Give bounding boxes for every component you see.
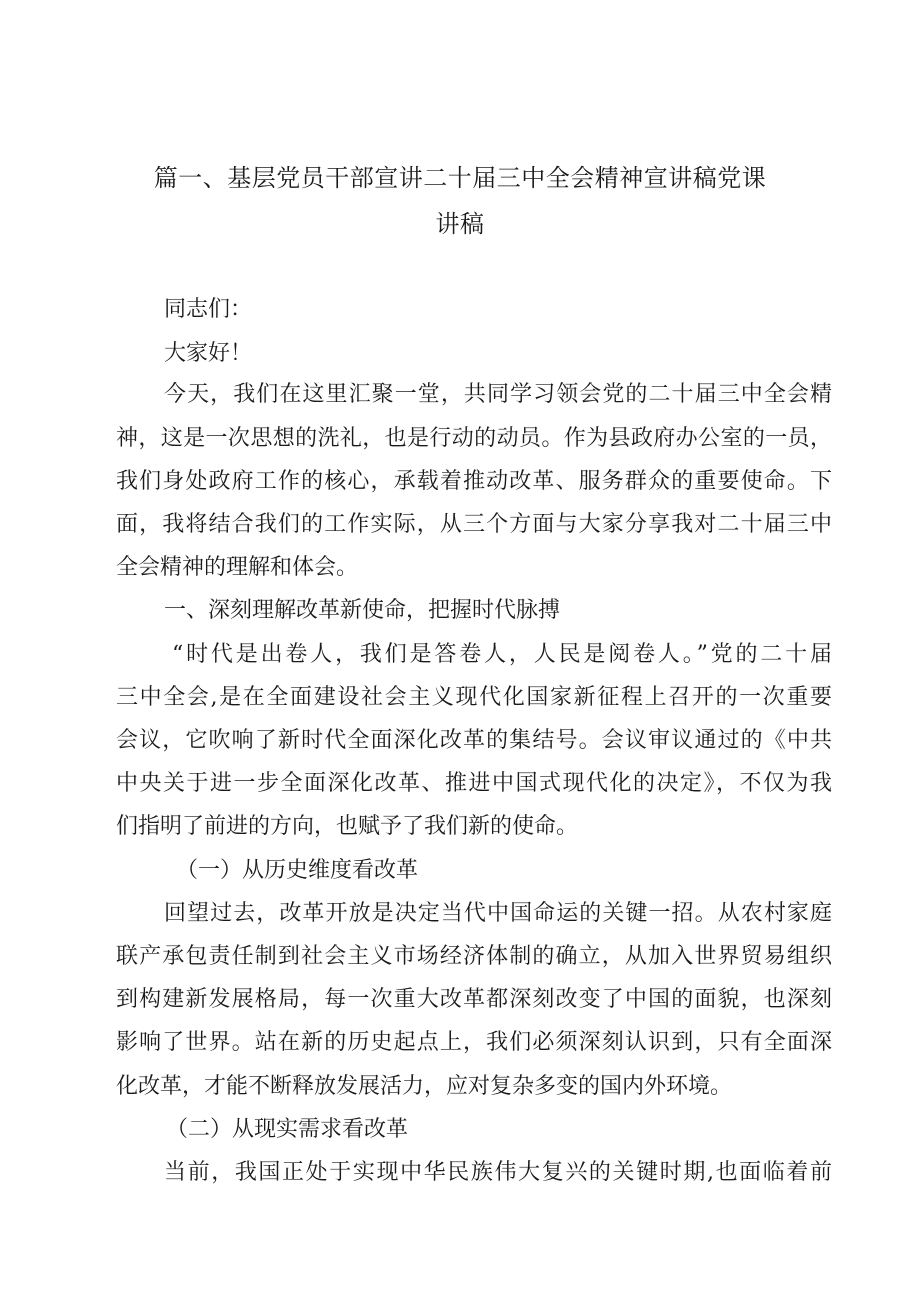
salutation: 同志们：	[164, 297, 253, 322]
section-1-para-line-3: 会议，它吹响了新时代全面深化改革的集结号。会议审议通过的《中共	[116, 728, 832, 753]
section-1-heading: 一、深刻理解改革新使命，把握时代脉搏	[164, 598, 561, 623]
document-title-line-2: 讲稿	[435, 210, 485, 238]
section-1-para-line-4: 中央关于进一步全面深化改革、推进中国式现代化的决定》，不仅为我	[116, 771, 832, 796]
subsection-1-line-3: 到构建新发展格局，每一次重大改革都深刻改变了中国的面貌，也深刻	[116, 987, 832, 1012]
section-1-para-line-1: “时代是出卷人，我们是答卷人，人民是阅卷人。”党的二十届	[172, 642, 832, 667]
intro-line-1: 今天，我们在这里汇聚一堂，共同学习领会党的二十届三中全会精	[164, 382, 832, 407]
intro-line-5: 全会精神的理解和体会。	[116, 555, 359, 580]
document-title-line-1: 篇一、基层党员干部宣讲二十届三中全会精神宣讲稿党课	[153, 164, 767, 192]
intro-line-3: 我们身处政府工作的核心，承载着推动改革、服务群众的重要使命。下	[116, 469, 832, 494]
intro-line-4: 面，我将结合我们的工作实际，从三个方面与大家分享我对二十届三中	[116, 512, 832, 537]
subsection-1-heading: （一）从历史维度看改革	[176, 858, 419, 883]
section-1-para-line-5: 们指明了前进的方向，也赋予了我们新的使命。	[116, 814, 579, 839]
intro-line-2: 神，这是一次思想的洗礼，也是行动的动员。作为县政府办公室的一员，	[116, 426, 832, 451]
subsection-1-line-5: 化改革，才能不断释放发展活力，应对复杂多变的国内外环境。	[116, 1074, 733, 1099]
subsection-1-line-1: 回望过去，改革开放是决定当代中国命运的关键一招。从农村家庭	[164, 901, 832, 926]
section-1-para-line-2: 三中全会,是在全面建设社会主义现代化国家新征程上召开的一次重要	[116, 685, 832, 710]
subsection-2-heading: （二）从现实需求看改革	[166, 1117, 409, 1142]
subsection-1-line-4: 影响了世界。站在新的历史起点上，我们必须深刻认识到，只有全面深	[116, 1030, 832, 1055]
greeting: 大家好！	[164, 341, 253, 366]
subsection-2-line-1: 当前，我国正处于实现中华民族伟大复兴的关键时期,也面临着前	[164, 1160, 832, 1185]
subsection-1-line-2: 联产承包责任制到社会主义市场经济体制的确立，从加入世界贸易组织	[116, 944, 832, 969]
